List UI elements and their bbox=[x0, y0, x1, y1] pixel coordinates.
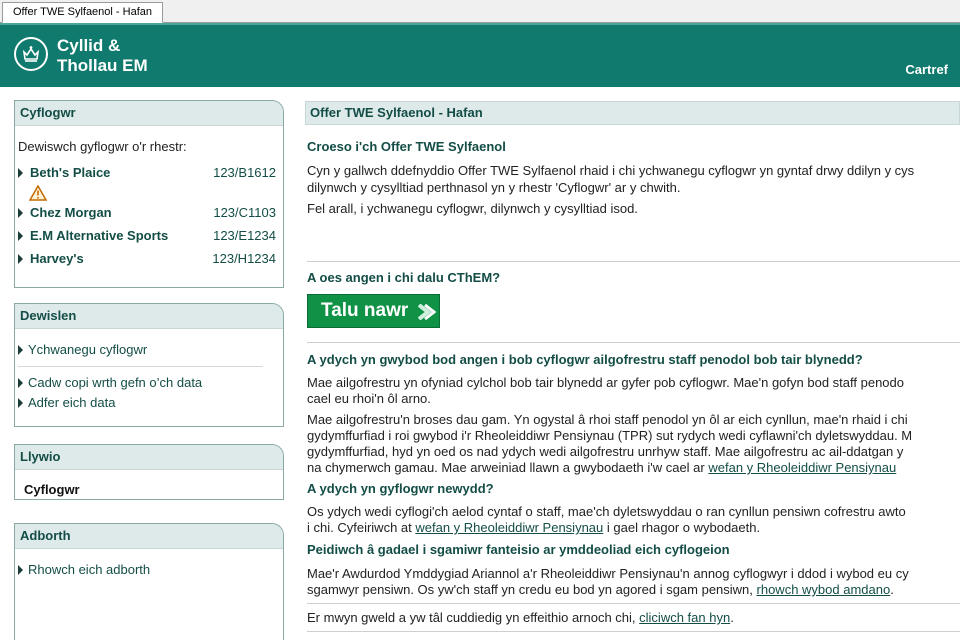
employer-item[interactable] bbox=[18, 165, 280, 183]
brand-line-1: Cyllid & bbox=[57, 36, 121, 55]
backup-data-label[interactable]: Cadw copi wrth gefn o’ch data bbox=[28, 375, 203, 390]
divider bbox=[18, 366, 263, 367]
text-line: Os ydych wedi cyflogi'ch aelod cyntaf o staff, mae'ch dyletswyddau o ran cynllun pensiwn cofrestru awto bbox=[307, 504, 906, 519]
employer-item[interactable] bbox=[18, 205, 280, 223]
feedback-link[interactable] bbox=[18, 562, 150, 577]
warning-icon bbox=[29, 185, 47, 201]
employer-ref: 123/H1234 bbox=[212, 251, 276, 266]
bullet-arrow-icon bbox=[18, 254, 23, 264]
employer-ref: 123/E1234 bbox=[213, 228, 276, 243]
new-employer-paragraph bbox=[307, 504, 960, 535]
text-line bbox=[307, 582, 960, 597]
divider bbox=[307, 603, 960, 604]
new-employer-heading: A ydych yn gyflogwr newydd? bbox=[307, 481, 494, 496]
text-line bbox=[307, 520, 960, 535]
bullet-arrow-icon bbox=[18, 168, 23, 178]
divider bbox=[307, 342, 960, 343]
home-link[interactable]: Cartref bbox=[905, 62, 948, 77]
text-segment: Er mwyn gweld a yw tâl cuddiedig yn effeithio arnoch chi, bbox=[307, 610, 640, 625]
navigation-panel-title: Llywio bbox=[15, 445, 283, 470]
browser-tab-strip bbox=[0, 0, 960, 23]
text-segment: sgamwyr pensiwn. Os yw'ch staff yn credu eu bod yn agored i sgam pensiwn, bbox=[307, 582, 757, 597]
employer-panel bbox=[14, 100, 284, 288]
brand-name bbox=[57, 36, 148, 76]
welcome-paragraph-1 bbox=[307, 163, 960, 195]
menu-panel-title: Dewislen bbox=[15, 304, 283, 329]
employer-name[interactable]: Chez Morgan bbox=[30, 205, 112, 220]
bullet-arrow-icon bbox=[18, 378, 23, 388]
bullet-arrow-icon bbox=[18, 398, 23, 408]
add-employer-link[interactable] bbox=[18, 342, 147, 357]
arrow-right-icon bbox=[416, 304, 436, 320]
pay-heading: A oes angen i chi dalu CThEM? bbox=[307, 270, 501, 285]
bullet-arrow-icon bbox=[18, 345, 23, 355]
divider bbox=[307, 261, 960, 262]
divider bbox=[307, 631, 960, 632]
reenrolment-heading: A ydych yn gwybod bod angen i bob cyflogwr ailgofrestru staff penodol bob tair blynedd? bbox=[307, 352, 863, 367]
text-line: gydymffurfiad, hyd yn oed os nad ydych wedi ailgofrestru unrhyw staff. Mae ailgofrestru ac ail-ddatgan y bbox=[307, 444, 904, 459]
text-line: dilynwch y cysylltiad perthnasol yn y rhestr 'Cyflogwr' ar y chwith. bbox=[307, 180, 681, 195]
employer-name[interactable]: E.M Alternative Sports bbox=[30, 228, 169, 243]
pay-now-button[interactable] bbox=[307, 294, 440, 328]
nav-current-item[interactable]: Cyflogwr bbox=[24, 482, 80, 497]
pay-now-label[interactable]: Talu nawr bbox=[321, 300, 409, 321]
navigation-panel bbox=[14, 444, 284, 500]
reenrolment-paragraph-1 bbox=[307, 375, 960, 406]
text-segment: . bbox=[890, 582, 894, 597]
text-segment: . bbox=[730, 610, 734, 625]
bullet-arrow-icon bbox=[18, 565, 23, 575]
scam-paragraph bbox=[307, 566, 960, 597]
pensions-regulator-link[interactable]: wefan y Rheoleiddiwr Pensiynau bbox=[415, 520, 604, 535]
hidden-charges-paragraph bbox=[307, 610, 960, 625]
restore-data-label[interactable]: Adfer eich data bbox=[28, 395, 116, 410]
browser-tab[interactable]: Offer TWE Sylfaenol - Hafan bbox=[2, 2, 163, 23]
menu-panel bbox=[14, 303, 284, 427]
employer-ref: 123/C1103 bbox=[213, 205, 276, 220]
brand-line-2: Thollau EM bbox=[57, 56, 148, 75]
add-employer-label[interactable]: Ychwanegu cyflogwr bbox=[28, 342, 148, 357]
crown-logo-icon bbox=[14, 37, 48, 71]
bullet-arrow-icon bbox=[18, 231, 23, 241]
scam-heading: Peidiwch â gadael i sgamiwr fanteisio ar ymddeoliad eich cyflogeion bbox=[307, 542, 730, 557]
bullet-arrow-icon bbox=[18, 208, 23, 218]
welcome-heading: Croeso i'ch Offer TWE Sylfaenol bbox=[307, 139, 506, 154]
employer-item[interactable] bbox=[18, 228, 280, 246]
feedback-panel-title: Adborth bbox=[15, 524, 283, 549]
text-line: Mae ailgofrestru yn ofyniad cylchol bob tair blynedd ar gyfer pob cyflogwr. Mae'n gofyn bod staff penodo bbox=[307, 375, 904, 390]
backup-data-link[interactable] bbox=[18, 375, 202, 390]
feedback-label[interactable]: Rhowch eich adborth bbox=[28, 562, 151, 577]
employer-ref: 123/B1612 bbox=[213, 165, 276, 180]
employer-name[interactable]: Harvey's bbox=[30, 251, 84, 266]
restore-data-link[interactable] bbox=[18, 395, 115, 410]
text-line: Mae ailgofrestru'n broses dau gam. Yn ogystal â rhoi staff penodol yn ôl ar eich cynllun, mae'n rhaid i chi bbox=[307, 412, 908, 427]
text-segment: i chi. Cyfeiriwch at bbox=[307, 520, 416, 535]
feedback-panel bbox=[14, 523, 284, 640]
site-header bbox=[0, 23, 960, 87]
text-segment: na chymerwch gamau. Mae arweiniad llawn a gwybodaeth i'w cael ar bbox=[307, 460, 709, 475]
welcome-paragraph-2: Fel arall, i ychwanegu cyflogwr, dilynwch y cysylltiad isod. bbox=[307, 201, 638, 216]
text-line: gydymffurfiad i roi gwybod i'r Rheoleiddiwr Pensiynau (TPR) sut rydych wedi cyflawni'ch dyletswyddau. M bbox=[307, 428, 913, 443]
employer-prompt: Dewiswch gyflogwr o'r rhestr: bbox=[18, 139, 187, 154]
text-segment: i gael rhagor o wybodaeth. bbox=[603, 520, 761, 535]
text-line: cael eu rhoi'n ôl arno. bbox=[307, 391, 431, 406]
report-scam-link[interactable]: rhowch wybod amdano bbox=[756, 582, 891, 597]
click-here-link[interactable]: cliciwch fan hyn bbox=[639, 610, 731, 625]
page-title: Offer TWE Sylfaenol - Hafan bbox=[305, 101, 960, 125]
reenrolment-paragraph-2 bbox=[307, 412, 960, 475]
employer-name[interactable]: Beth's Plaice bbox=[30, 165, 111, 180]
text-line bbox=[307, 460, 960, 475]
text-line: Mae'r Awdurdod Ymddygiad Ariannol a'r Rheoleiddiwr Pensiynau'n annog cyflogwyr i ddod i wybod eu cy bbox=[307, 566, 909, 581]
employer-item[interactable] bbox=[18, 251, 280, 269]
pensions-regulator-link[interactable]: wefan y Rheoleiddiwr Pensiynau bbox=[708, 460, 897, 475]
text-line: Cyn y gallwch ddefnyddio Offer TWE Sylfaenol rhaid i chi ychwanegu cyflogwr yn gyntaf drwy ddilyn y cys bbox=[307, 163, 915, 178]
employer-panel-title: Cyflogwr bbox=[15, 101, 283, 126]
